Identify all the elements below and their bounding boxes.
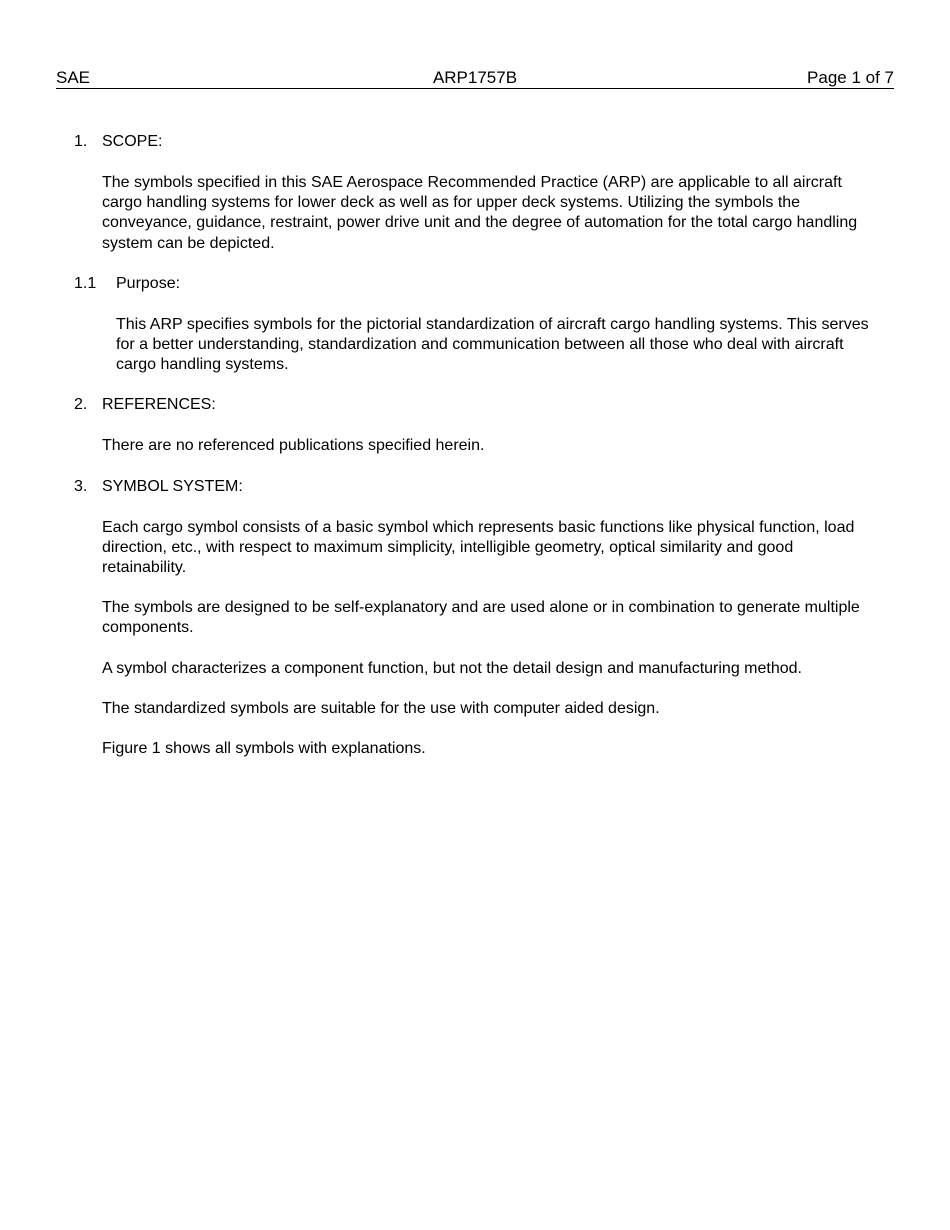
section-title: REFERENCES: [102, 396, 216, 414]
symbol-system-paragraph: The symbols are designed to be self-explanatory and are used alone or in combination to generate multiple components. [102, 599, 860, 637]
document-body [0, 132, 950, 779]
header-organization: SAE [56, 68, 91, 87]
scope-paragraph: The symbols specified in this SAE Aerospace Recommended Practice (ARP) are applicable to all aircraft cargo handling systems for lower deck as well as for upper deck systems. Utilizing the symbols the conveyance, guidance, restraint, power drive unit and the degree of automation for the total cargo handling system can be depicted. [102, 174, 858, 252]
section-heading-references [0, 395, 950, 415]
section-number: 3. [74, 477, 88, 495]
section-number: 2. [74, 396, 88, 414]
section-title: SYMBOL SYSTEM: [102, 477, 243, 495]
symbol-system-paragraph: A symbol characterizes a component function, but not the detail design and manufacturing method. [102, 659, 802, 677]
section-number: 1. [74, 133, 88, 150]
section-title: Purpose: [116, 274, 181, 292]
header-page-number: Page 1 of 7 [807, 68, 894, 87]
header-document-number: ARP1757B [432, 68, 518, 87]
section-heading-scope [0, 132, 950, 152]
symbol-system-paragraph: Figure 1 shows all symbols with explanations. [102, 740, 426, 758]
section-heading-purpose [0, 274, 950, 294]
references-paragraph: There are no referenced publications specified herein. [102, 437, 485, 455]
section-heading-symbol-system [0, 477, 950, 497]
purpose-paragraph: This ARP specifies symbols for the pictorial standardization of aircraft cargo handling systems. This serves for a better understanding, standardization and communication between all those who deal with aircraft cargo handling systems. [116, 315, 869, 374]
section-number: 1.1 [74, 274, 97, 292]
section-title: SCOPE: [102, 133, 163, 150]
symbol-system-paragraph: Each cargo symbol consists of a basic symbol which represents basic functions like physical function, load direction, etc., with respect to maximum simplicity, intelligible geometry, optical similarity and good retainability. [102, 518, 855, 577]
symbol-system-paragraph: The standardized symbols are suitable for the use with computer aided design. [102, 699, 660, 717]
page-header [56, 68, 894, 89]
